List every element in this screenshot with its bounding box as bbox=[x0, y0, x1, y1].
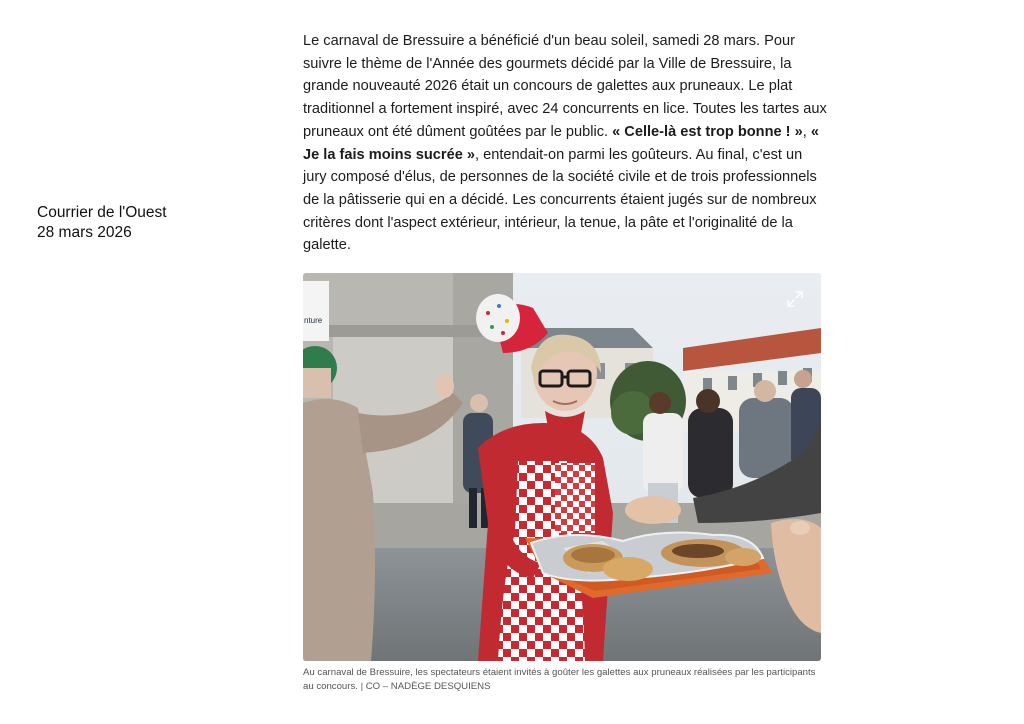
article-body bbox=[303, 30, 828, 257]
publication-date: 28 mars 2026 bbox=[37, 224, 132, 241]
photo-caption: Au carnaval de Bressuire, les spectateurs étaient invités à goûter les galettes aux pruneaux réalisées par les participants au concours. | CO – NADÈGE DESQUIENS bbox=[303, 667, 816, 692]
article-quote-1: « Celle-là est trop bonne ! » bbox=[612, 123, 803, 140]
article-quote-2: « Je la fais moins sucrée » bbox=[303, 123, 819, 163]
article-paragraph bbox=[303, 30, 828, 257]
expand-icon[interactable] bbox=[785, 289, 805, 309]
article-separator: , bbox=[802, 123, 811, 140]
publication-name: Courrier de l'Ouest bbox=[37, 204, 167, 221]
source-block bbox=[37, 203, 167, 243]
expand-icon-glyph bbox=[785, 289, 805, 309]
article-text-after: , entendait-on parmi les goûteurs. Au final, c'est un jury composé d'élus, de personnes de la société civile et de trois professionnels de la pâtisserie qui en a décidé. Les concurrents étaient jugés sur de nombreux critères dont l'aspect extérieur, intérieur, la tenue, la pâte et l'originalité de la galette. bbox=[303, 146, 817, 254]
sign-text: nture bbox=[304, 316, 323, 325]
photo-illustration bbox=[303, 273, 821, 661]
article-text-before: Le carnaval de Bressuire a bénéficié d'un beau soleil, samedi 28 mars. Pour suivre le thème de l'Année des gourmets décidé par la Ville de Bressuire, la grande nouveauté 2026 était un concours de galettes aux pruneaux. Le plat traditionnel a fortement inspiré, avec 24 concurrents en lice. Toutes les tartes aux pruneaux ont été dûment goûtées par le public. bbox=[303, 33, 827, 140]
article-photo bbox=[303, 273, 821, 661]
